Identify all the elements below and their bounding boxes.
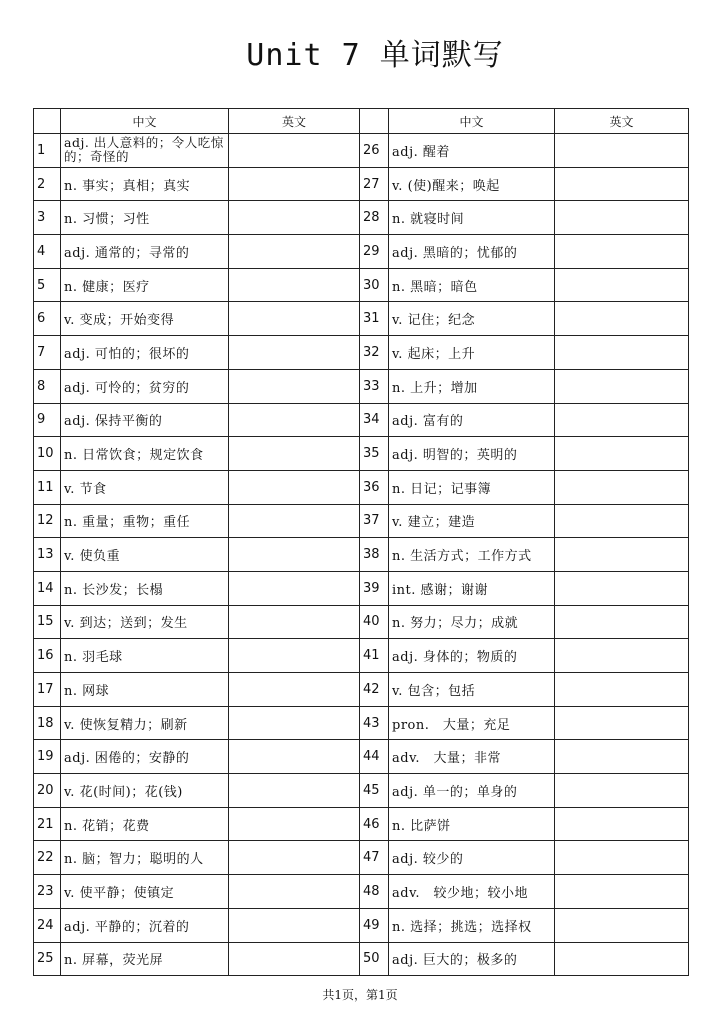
english-answer-left[interactable] bbox=[229, 740, 360, 774]
table-row bbox=[34, 605, 689, 639]
english-answer-left[interactable] bbox=[229, 841, 360, 875]
table-row bbox=[34, 538, 689, 572]
chinese-meaning-left: v. 变成；开始变得 bbox=[61, 302, 229, 336]
chinese-meaning-left: v. 到达；送到；发生 bbox=[61, 605, 229, 639]
table-row bbox=[34, 167, 689, 201]
word-number-right: 28 bbox=[360, 201, 389, 235]
chinese-meaning-right: adj. 富有的 bbox=[389, 403, 555, 437]
english-answer-right[interactable] bbox=[555, 639, 689, 673]
chinese-meaning-right: v. 建立；建造 bbox=[389, 504, 555, 538]
chinese-meaning-left: n. 网球 bbox=[61, 673, 229, 707]
chinese-meaning-right: v. 记住；纪念 bbox=[389, 302, 555, 336]
chinese-meaning-right: adj. 明智的；英明的 bbox=[389, 437, 555, 471]
chinese-meaning-right: v. 起床；上升 bbox=[389, 336, 555, 370]
word-number-left: 9 bbox=[34, 403, 61, 437]
word-number-right: 42 bbox=[360, 673, 389, 707]
word-number-right: 37 bbox=[360, 504, 389, 538]
header-chinese-right: 中文 bbox=[389, 109, 555, 134]
chinese-meaning-right: n. 选择；挑选；选择权 bbox=[389, 908, 555, 942]
chinese-meaning-left: n. 事实；真相；真实 bbox=[61, 167, 229, 201]
english-answer-left[interactable] bbox=[229, 639, 360, 673]
english-answer-left[interactable] bbox=[229, 369, 360, 403]
english-answer-left[interactable] bbox=[229, 538, 360, 572]
chinese-meaning-left: adj. 平静的；沉着的 bbox=[61, 908, 229, 942]
english-answer-left[interactable] bbox=[229, 201, 360, 235]
chinese-meaning-left: adj. 可怕的；很坏的 bbox=[61, 336, 229, 370]
english-answer-left[interactable] bbox=[229, 774, 360, 808]
english-answer-right[interactable] bbox=[555, 807, 689, 841]
english-answer-left[interactable] bbox=[229, 134, 360, 168]
chinese-meaning-left: n. 花销；花费 bbox=[61, 807, 229, 841]
english-answer-right[interactable] bbox=[555, 369, 689, 403]
table-row bbox=[34, 134, 689, 168]
table-row bbox=[34, 336, 689, 370]
chinese-meaning-right: adj. 较少的 bbox=[389, 841, 555, 875]
english-answer-right[interactable] bbox=[555, 571, 689, 605]
chinese-meaning-right: n. 比萨饼 bbox=[389, 807, 555, 841]
chinese-meaning-left: n. 长沙发；长榻 bbox=[61, 571, 229, 605]
chinese-meaning-left: v. 节食 bbox=[61, 470, 229, 504]
english-answer-left[interactable] bbox=[229, 336, 360, 370]
word-number-left: 1 bbox=[34, 134, 61, 168]
page-footer: 共1页，第1页 bbox=[322, 988, 398, 1002]
chinese-meaning-right: n. 日记；记事簿 bbox=[389, 470, 555, 504]
chinese-meaning-left: v. 使恢复精力；刷新 bbox=[61, 706, 229, 740]
word-number-right: 50 bbox=[360, 942, 389, 976]
word-number-left: 25 bbox=[34, 942, 61, 976]
word-number-right: 43 bbox=[360, 706, 389, 740]
table-row bbox=[34, 774, 689, 808]
table-row bbox=[34, 807, 689, 841]
header-num-right bbox=[360, 109, 389, 134]
table-row bbox=[34, 403, 689, 437]
chinese-meaning-right: adj. 单一的；单身的 bbox=[389, 774, 555, 808]
chinese-meaning-left: adj. 保持平衡的 bbox=[61, 403, 229, 437]
english-answer-right[interactable] bbox=[555, 605, 689, 639]
chinese-meaning-left: n. 健康；医疗 bbox=[61, 268, 229, 302]
chinese-meaning-left: n. 日常饮食；规定饮食 bbox=[61, 437, 229, 471]
english-answer-left[interactable] bbox=[229, 437, 360, 471]
table-row bbox=[34, 201, 689, 235]
chinese-meaning-right: adv. 大量；非常 bbox=[389, 740, 555, 774]
english-answer-right[interactable] bbox=[555, 336, 689, 370]
chinese-meaning-right: n. 生活方式；工作方式 bbox=[389, 538, 555, 572]
english-answer-right[interactable] bbox=[555, 908, 689, 942]
english-answer-right[interactable] bbox=[555, 841, 689, 875]
table-row bbox=[34, 673, 689, 707]
chinese-meaning-right: adj. 身体的；物质的 bbox=[389, 639, 555, 673]
word-number-right: 38 bbox=[360, 538, 389, 572]
chinese-meaning-left: n. 羽毛球 bbox=[61, 639, 229, 673]
english-answer-right[interactable] bbox=[555, 437, 689, 471]
english-answer-left[interactable] bbox=[229, 268, 360, 302]
chinese-meaning-right: n. 上升；增加 bbox=[389, 369, 555, 403]
chinese-meaning-left: adj. 困倦的；安静的 bbox=[61, 740, 229, 774]
word-number-left: 2 bbox=[34, 167, 61, 201]
chinese-meaning-right: pron. 大量；充足 bbox=[389, 706, 555, 740]
english-answer-right[interactable] bbox=[555, 740, 689, 774]
english-answer-left[interactable] bbox=[229, 302, 360, 336]
word-number-right: 29 bbox=[360, 235, 389, 269]
table-row bbox=[34, 706, 689, 740]
chinese-meaning-right: n. 黑暗；暗色 bbox=[389, 268, 555, 302]
chinese-meaning-right: adj. 黑暗的；忧郁的 bbox=[389, 235, 555, 269]
word-number-right: 30 bbox=[360, 268, 389, 302]
english-answer-left[interactable] bbox=[229, 470, 360, 504]
word-number-left: 16 bbox=[34, 639, 61, 673]
word-number-right: 35 bbox=[360, 437, 389, 471]
english-answer-left[interactable] bbox=[229, 571, 360, 605]
word-number-right: 31 bbox=[360, 302, 389, 336]
chinese-meaning-left: n. 习惯；习性 bbox=[61, 201, 229, 235]
english-answer-left[interactable] bbox=[229, 706, 360, 740]
word-number-right: 47 bbox=[360, 841, 389, 875]
word-number-left: 5 bbox=[34, 268, 61, 302]
word-number-right: 49 bbox=[360, 908, 389, 942]
chinese-meaning-left: v. 使平静；使镇定 bbox=[61, 875, 229, 909]
word-number-left: 23 bbox=[34, 875, 61, 909]
word-number-left: 4 bbox=[34, 235, 61, 269]
word-number-right: 46 bbox=[360, 807, 389, 841]
table-row bbox=[34, 875, 689, 909]
english-answer-right[interactable] bbox=[555, 774, 689, 808]
vocab-table bbox=[33, 108, 689, 976]
english-answer-left[interactable] bbox=[229, 605, 360, 639]
english-answer-right[interactable] bbox=[555, 942, 689, 976]
word-number-left: 3 bbox=[34, 201, 61, 235]
table-row bbox=[34, 268, 689, 302]
header-num-left bbox=[34, 109, 61, 134]
english-answer-right[interactable] bbox=[555, 201, 689, 235]
word-number-right: 41 bbox=[360, 639, 389, 673]
header-english-right: 英文 bbox=[555, 109, 689, 134]
word-number-right: 36 bbox=[360, 470, 389, 504]
word-number-left: 13 bbox=[34, 538, 61, 572]
english-answer-left[interactable] bbox=[229, 875, 360, 909]
word-number-right: 34 bbox=[360, 403, 389, 437]
page-title: Unit 7 单词默写 bbox=[246, 38, 504, 73]
chinese-meaning-left: v. 使负重 bbox=[61, 538, 229, 572]
table-row bbox=[34, 841, 689, 875]
chinese-meaning-left: adj. 可怜的；贫穷的 bbox=[61, 369, 229, 403]
word-number-left: 18 bbox=[34, 706, 61, 740]
english-answer-right[interactable] bbox=[555, 302, 689, 336]
table-row bbox=[34, 908, 689, 942]
word-number-left: 17 bbox=[34, 673, 61, 707]
chinese-meaning-left: adj. 出人意料的；令人吃惊的；奇怪的 bbox=[61, 134, 229, 168]
word-number-right: 26 bbox=[360, 134, 389, 168]
table-row bbox=[34, 369, 689, 403]
word-number-left: 12 bbox=[34, 504, 61, 538]
english-answer-left[interactable] bbox=[229, 403, 360, 437]
table-row bbox=[34, 639, 689, 673]
english-answer-right[interactable] bbox=[555, 235, 689, 269]
chinese-meaning-left: n. 屏幕，荧光屏 bbox=[61, 942, 229, 976]
chinese-meaning-right: adj. 醒着 bbox=[389, 134, 555, 168]
word-number-left: 21 bbox=[34, 807, 61, 841]
word-number-right: 39 bbox=[360, 571, 389, 605]
word-number-left: 19 bbox=[34, 740, 61, 774]
english-answer-right[interactable] bbox=[555, 134, 689, 168]
header-english-left: 英文 bbox=[229, 109, 360, 134]
word-number-right: 48 bbox=[360, 875, 389, 909]
word-number-left: 8 bbox=[34, 369, 61, 403]
word-number-left: 6 bbox=[34, 302, 61, 336]
english-answer-right[interactable] bbox=[555, 167, 689, 201]
english-answer-right[interactable] bbox=[555, 538, 689, 572]
word-number-right: 45 bbox=[360, 774, 389, 808]
chinese-meaning-right: adv. 较少地；较小地 bbox=[389, 875, 555, 909]
word-number-right: 32 bbox=[360, 336, 389, 370]
word-number-right: 40 bbox=[360, 605, 389, 639]
word-number-left: 24 bbox=[34, 908, 61, 942]
chinese-meaning-right: int. 感谢；谢谢 bbox=[389, 571, 555, 605]
vocab-rows bbox=[34, 134, 689, 976]
word-number-left: 10 bbox=[34, 437, 61, 471]
word-number-right: 27 bbox=[360, 167, 389, 201]
chinese-meaning-left: n. 重量；重物；重任 bbox=[61, 504, 229, 538]
english-answer-right[interactable] bbox=[555, 875, 689, 909]
chinese-meaning-right: adj. 巨大的；极多的 bbox=[389, 942, 555, 976]
table-row bbox=[34, 302, 689, 336]
english-answer-right[interactable] bbox=[555, 268, 689, 302]
english-answer-right[interactable] bbox=[555, 706, 689, 740]
english-answer-right[interactable] bbox=[555, 673, 689, 707]
header-chinese-left: 中文 bbox=[61, 109, 229, 134]
table-row bbox=[34, 437, 689, 471]
word-number-left: 7 bbox=[34, 336, 61, 370]
table-row bbox=[34, 571, 689, 605]
english-answer-right[interactable] bbox=[555, 504, 689, 538]
chinese-meaning-left: n. 脑；智力；聪明的人 bbox=[61, 841, 229, 875]
chinese-meaning-right: v. (使)醒来；唤起 bbox=[389, 167, 555, 201]
english-answer-right[interactable] bbox=[555, 470, 689, 504]
word-number-left: 22 bbox=[34, 841, 61, 875]
english-answer-left[interactable] bbox=[229, 673, 360, 707]
table-row bbox=[34, 504, 689, 538]
english-answer-left[interactable] bbox=[229, 942, 360, 976]
table-row bbox=[34, 235, 689, 269]
table-row bbox=[34, 942, 689, 976]
chinese-meaning-left: adj. 通常的；寻常的 bbox=[61, 235, 229, 269]
chinese-meaning-right: n. 就寝时间 bbox=[389, 201, 555, 235]
english-answer-left[interactable] bbox=[229, 908, 360, 942]
header-row bbox=[34, 109, 689, 134]
word-number-left: 14 bbox=[34, 571, 61, 605]
word-number-left: 15 bbox=[34, 605, 61, 639]
english-answer-left[interactable] bbox=[229, 167, 360, 201]
word-number-right: 33 bbox=[360, 369, 389, 403]
table-row bbox=[34, 740, 689, 774]
chinese-meaning-right: n. 努力；尽力；成就 bbox=[389, 605, 555, 639]
chinese-meaning-right: v. 包含；包括 bbox=[389, 673, 555, 707]
english-answer-right[interactable] bbox=[555, 403, 689, 437]
english-answer-left[interactable] bbox=[229, 235, 360, 269]
english-answer-left[interactable] bbox=[229, 807, 360, 841]
word-number-right: 44 bbox=[360, 740, 389, 774]
word-number-left: 20 bbox=[34, 774, 61, 808]
table-row bbox=[34, 470, 689, 504]
word-number-left: 11 bbox=[34, 470, 61, 504]
chinese-meaning-left: v. 花(时间)；花(钱) bbox=[61, 774, 229, 808]
english-answer-left[interactable] bbox=[229, 504, 360, 538]
